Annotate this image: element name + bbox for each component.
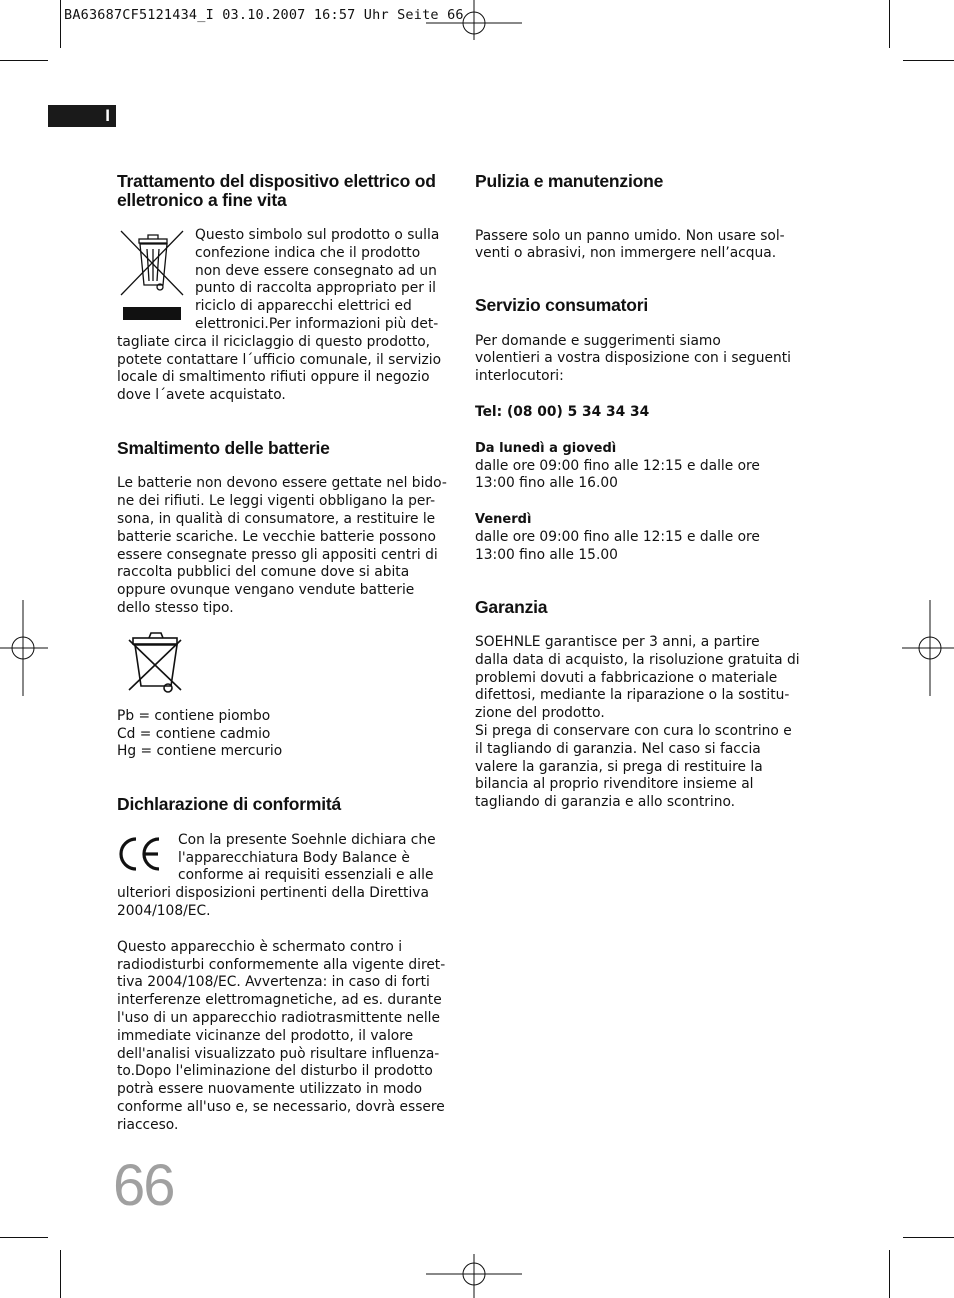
crossed-out-wheelie-bin-icon — [123, 630, 193, 700]
cleaning-text: Passere solo un panno umido. Non usare sol- venti o abrasivi, non immergere nell’acqua. — [475, 227, 785, 262]
print-slug: BA63687CF5121434_I 03.10.2007 16:57 Uhr Seite 66 — [64, 7, 464, 23]
section-title-cleaning: Pulizia e manutenzione — [475, 171, 664, 191]
warranty-text: SOEHNLE garantisce per 3 anni, a partire dalla data di acquisto, la risoluzione gratuita di problemi dovuti a fabbricazione o materiale difettosi, mediante la riparazione o la sostitu- zione del prodotto. Si prega di conservare con cura lo scontrino e il tagliando di garanzia. Nel caso si faccia valere la garanzia, si prega di restituire la bilancia al proprio rivenditore insieme al tagliando di garanzia e allo scontrino. — [475, 634, 800, 811]
section-title-warranty: Garanzia — [475, 596, 548, 617]
crossed-out-wheelie-bin-icon — [117, 227, 187, 323]
conformity-declaration — [117, 832, 447, 921]
conformity-text-wrapped: Con la presente Soehnle dichiara che l'apparecchiatura Body Balance è conforme ai requisiti essenziali e alle — [178, 831, 436, 884]
hours-mon-thu: dalle ore 09:00 fino alle 12:15 e dalle ore 13:00 fino alle 16.00 — [475, 457, 760, 492]
ce-mark-icon — [115, 834, 165, 874]
customer-service-intro: Per domande e suggerimenti siamo volentieri a vostra disposizione con i seguenti interlocutori: — [475, 332, 792, 385]
registration-mark-right — [902, 600, 954, 696]
crop-mark — [0, 60, 48, 61]
crop-mark — [903, 1237, 954, 1238]
weee-text: tagliate circa il riciclaggio di questo prodotto, potete contattare l´ufficio comunale, il servizio locale di smaltimento rifiuti oppure il negozio dove l´avete acquistato. — [117, 333, 442, 404]
crop-mark — [903, 60, 954, 61]
weee-notice — [117, 227, 447, 405]
crop-mark — [889, 0, 890, 48]
conformity-text: ulteriori disposizioni pertinenti della Direttiva 2004/108/EC. — [117, 885, 429, 919]
batteries-text: Le batterie non devono essere gettate nel bido- ne dei rifiuti. Le leggi vigenti obbligano la per- sona, in qualità di consumatore, a restituire le batterie scariche. Le vecchie batterie possono essere consegnate presso gli appositi centri di raccolta pubblici del comune dove si abita oppure ovunque vengano vendute batterie dello stesso tipo. — [117, 475, 447, 617]
emc-text: Questo apparecchio è schermato contro i radiodisturbi conformemente alla vigente diret- tiva 2004/108/EC. Avvertenza: in caso di forti interferenze elettromagnetiche, ad es. durante l'uso di un apparecchio radiotrasmittente nelle immediate vicinanze del prodotto, il valore dell'analisi visualizzato può risultare influenza- to.Dopo l'eliminazione del disturbo il prodotto potrà essere nuovamente utilizzato in modo conforme all'uso e, se necessario, dovrà essere riacceso. — [117, 938, 446, 1133]
hours-fri: dalle ore 09:00 fino alle 12:15 e dalle ore 13:00 fino alle 15.00 — [475, 528, 760, 563]
crop-mark — [0, 1237, 48, 1238]
language-tab — [48, 105, 116, 127]
crop-mark — [60, 0, 61, 48]
battery-code-cd: Cd = contiene cadmio — [117, 725, 271, 742]
registration-mark-left — [0, 600, 48, 696]
battery-bin-symbol — [117, 630, 447, 708]
weee-text-wrapped: Questo simbolo sul prodotto o sulla confezione indica che il prodotto non deve essere consegnato ad un punto di raccolta appropriato per il riciclo di apparecchi elettrici ed elettronici.Per informazioni più det- — [195, 227, 440, 332]
registration-mark-bottom — [424, 1254, 524, 1298]
left-column — [117, 172, 447, 1134]
section-title-weee: Trattamento del dispositivo elettrico od elletronico a fine vita — [117, 171, 436, 210]
right-column — [475, 172, 807, 812]
section-title-batteries: Smaltimento delle batterie — [117, 437, 330, 458]
page-number: 66 — [113, 1153, 174, 1218]
battery-code-pb: Pb = contiene piombo — [117, 707, 271, 724]
hours-label-fri: Venerdì — [475, 512, 532, 528]
crop-mark — [889, 1250, 890, 1298]
ce-mark — [117, 832, 178, 882]
crop-mark — [60, 1250, 61, 1298]
language-tab-label: I — [105, 106, 110, 125]
customer-service-phone: Tel: (08 00) 5 34 34 34 — [475, 403, 650, 420]
battery-code-hg: Hg = contiene mercurio — [117, 743, 283, 760]
section-title-conformity: Dichlarazione di conformitá — [117, 794, 342, 815]
hours-label-mon-thu: Da lunedì a giovedì — [475, 440, 617, 456]
weee-symbol — [117, 227, 195, 325]
section-title-customer-service: Servizio consumatori — [475, 295, 648, 316]
